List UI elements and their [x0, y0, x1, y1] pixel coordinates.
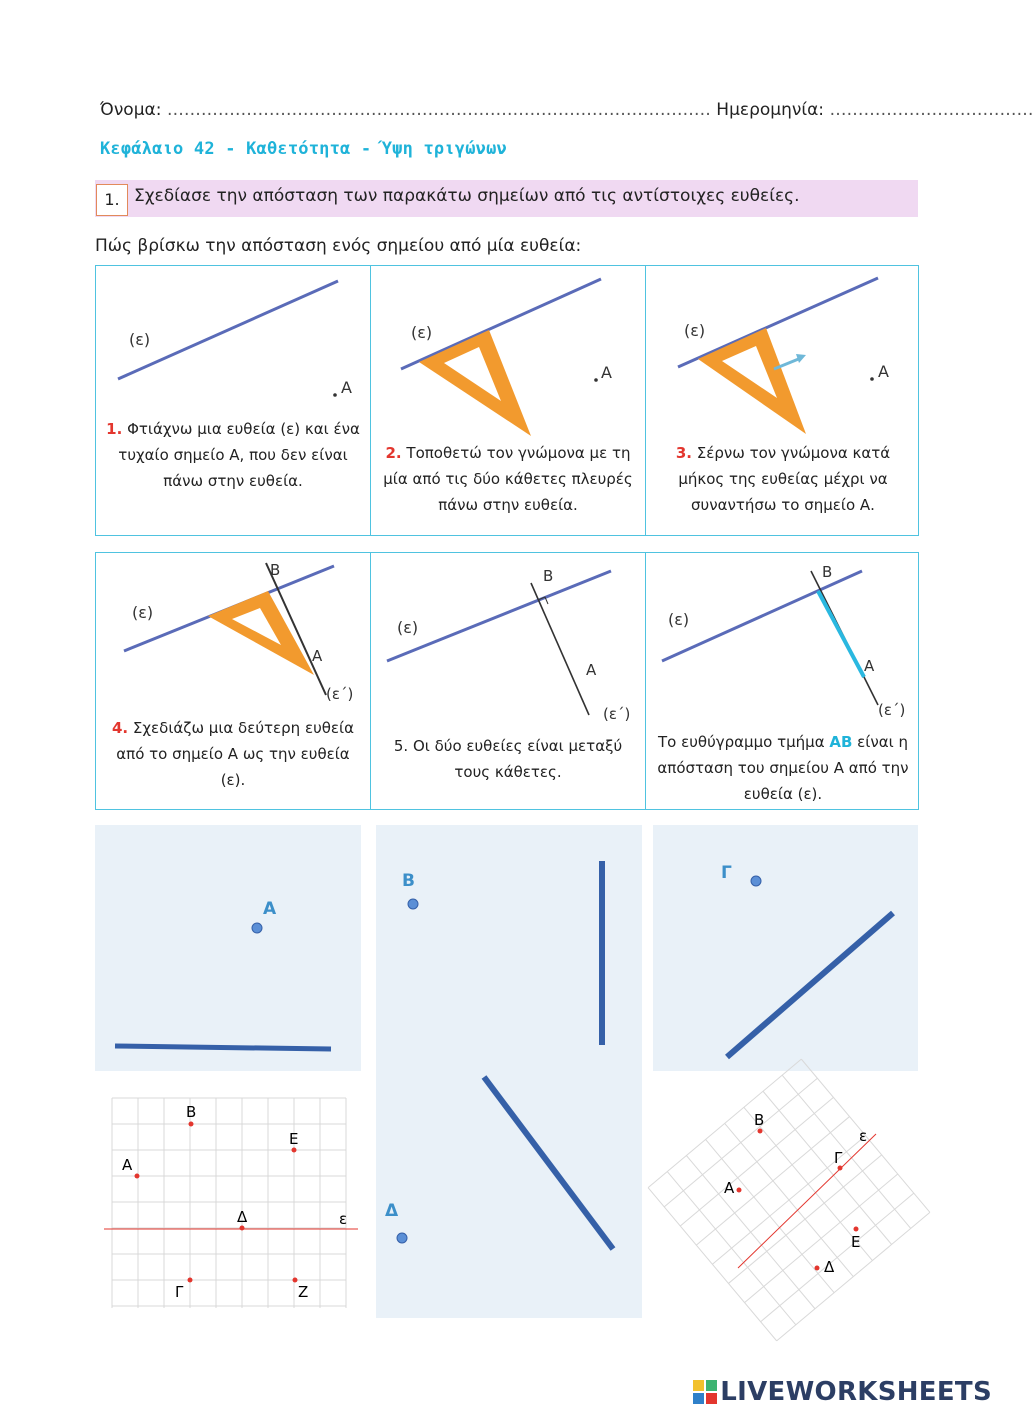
grid2-e: Ε [851, 1233, 861, 1251]
step-4-cell [96, 553, 371, 809]
step-2-figure [371, 266, 646, 441]
step-5-text: 5. Οι δύο ευθείες είναι μεταξύ τους κάθετες. [393, 737, 623, 781]
line-e-label: (ε) [668, 610, 690, 629]
header-line [100, 100, 1033, 120]
step-3-figure [646, 266, 920, 441]
line-e-label: (ε) [397, 618, 419, 637]
brand-name: LIVEWORKSHEETS [720, 1377, 992, 1407]
step-3-number: 3. [675, 444, 692, 462]
line-e-label: (ε) [129, 330, 151, 349]
step-6-text-after: είναι η απόσταση του σημείου Α από την ευθεία (ε). [657, 733, 909, 803]
grid1-d: Δ [237, 1208, 248, 1226]
grid2-a: Α [724, 1179, 735, 1197]
howto-title: Πώς βρίσκω την απόσταση ενός σημείου από μία ευθεία: [95, 236, 582, 256]
segment-ab-highlight: ΑΒ [829, 733, 853, 751]
step-3-cell [646, 266, 920, 535]
point-b-label: Β [822, 563, 833, 581]
task-number: 1. [96, 184, 128, 216]
point-a-label: Α [586, 661, 597, 679]
liveworksheets-icon [692, 1379, 718, 1405]
step-1-cell [96, 266, 371, 535]
step-1-number: 1. [106, 420, 123, 438]
point-d-label: Δ [385, 1201, 399, 1221]
date-label: Ημερομηνία: [716, 100, 825, 120]
step-3-text: Σέρνω τον γνώμονα κατά μήκος της ευθείας μέχρι να συναντήσω το σημείο Α. [678, 444, 891, 514]
grid2-g: Γ [834, 1149, 843, 1167]
chapter-title: Κεφάλαιο 42 - Καθετότητα - Ύψη τριγώνων [100, 139, 507, 159]
line-e2-label: (ε΄) [326, 685, 354, 703]
exercise-panel-g[interactable] [653, 825, 918, 1071]
step-1-text: Φτιάχνω μια ευθεία (ε) και ένα τυχαίο σημείο Α, που δεν είναι πάνω στην ευθεία. [118, 420, 360, 490]
point-a-label: Α [864, 657, 875, 675]
step-5-caption [377, 733, 639, 785]
step-2-text: Τοποθετώ τον γνώμονα με τη μία από τις δύο κάθετες πλευρές πάνω στην ευθεία. [383, 444, 633, 514]
grid1-b: Β [186, 1103, 197, 1121]
step-3-caption [652, 440, 914, 518]
grid1-e-line: ε [339, 1210, 348, 1228]
steps-row-1 [95, 265, 919, 536]
step-6-figure [646, 553, 920, 723]
name-label: Όνομα: [100, 100, 162, 120]
point-g-label: Γ [721, 863, 732, 883]
step-1-caption [102, 416, 364, 494]
grid1-z: Ζ [298, 1283, 309, 1301]
point-a-label: Α [341, 378, 352, 397]
point-a-label: Α [263, 899, 277, 919]
exercise-b-d-figure [376, 825, 642, 1318]
grid-1-figure [102, 1093, 360, 1315]
grid1-a: Α [122, 1156, 133, 1174]
step-5-cell [371, 553, 646, 809]
step-2-cell [371, 266, 646, 535]
point-a-label: Α [601, 363, 612, 382]
step-1-figure [96, 266, 371, 416]
exercise-panel-a[interactable] [95, 825, 361, 1071]
line-e-label: (ε) [132, 603, 154, 622]
grid2-b: Β [754, 1111, 765, 1129]
point-b-label: Β [543, 567, 554, 585]
step-2-number: 2. [385, 444, 402, 462]
date-field[interactable]: ……………………………… [829, 100, 1033, 120]
grid1-e: Ε [289, 1130, 299, 1148]
step-6-caption [652, 729, 914, 807]
step-6-text-before: Το ευθύγραμμο τμήμα [658, 733, 830, 751]
line-e2-label: (ε΄) [878, 701, 906, 719]
grid2-d: Δ [824, 1258, 835, 1276]
exercise-g-figure [653, 825, 918, 1071]
point-a-label: Α [312, 647, 323, 665]
line-e2-label: (ε΄) [603, 705, 631, 723]
step-2-caption [377, 440, 639, 518]
step-6-cell [646, 553, 920, 809]
step-5-figure [371, 553, 646, 728]
grid-2-figure [658, 1088, 920, 1318]
exercise-a-figure [95, 825, 361, 1071]
step-4-caption [102, 715, 364, 793]
exercise-grid-1[interactable] [102, 1093, 360, 1315]
task-instruction: Σχεδίασε την απόσταση των παρακάτω σημείων από τις αντίστοιχες ευθείες. [134, 186, 800, 206]
grid2-e-line: ε [859, 1127, 868, 1145]
line-e-label: (ε) [684, 321, 706, 340]
step-4-number: 4. [111, 719, 129, 737]
exercise-grid-2[interactable] [658, 1088, 920, 1318]
point-b-label: Β [402, 871, 415, 891]
line-e-label: (ε) [411, 323, 433, 342]
point-a-label: Α [878, 362, 889, 381]
point-b-label: Β [270, 561, 281, 579]
name-field[interactable]: …………………………………………………………………………………… [166, 100, 711, 120]
grid1-g: Γ [175, 1283, 184, 1301]
step-4-figure [96, 553, 371, 713]
step-4-text: Σχεδιάζω μια δεύτερη ευθεία από το σημείο Α ως την ευθεία (ε). [116, 719, 354, 789]
exercise-panel-b-d[interactable] [376, 825, 642, 1318]
steps-row-2 [95, 552, 919, 810]
liveworksheets-logo[interactable] [692, 1377, 992, 1407]
